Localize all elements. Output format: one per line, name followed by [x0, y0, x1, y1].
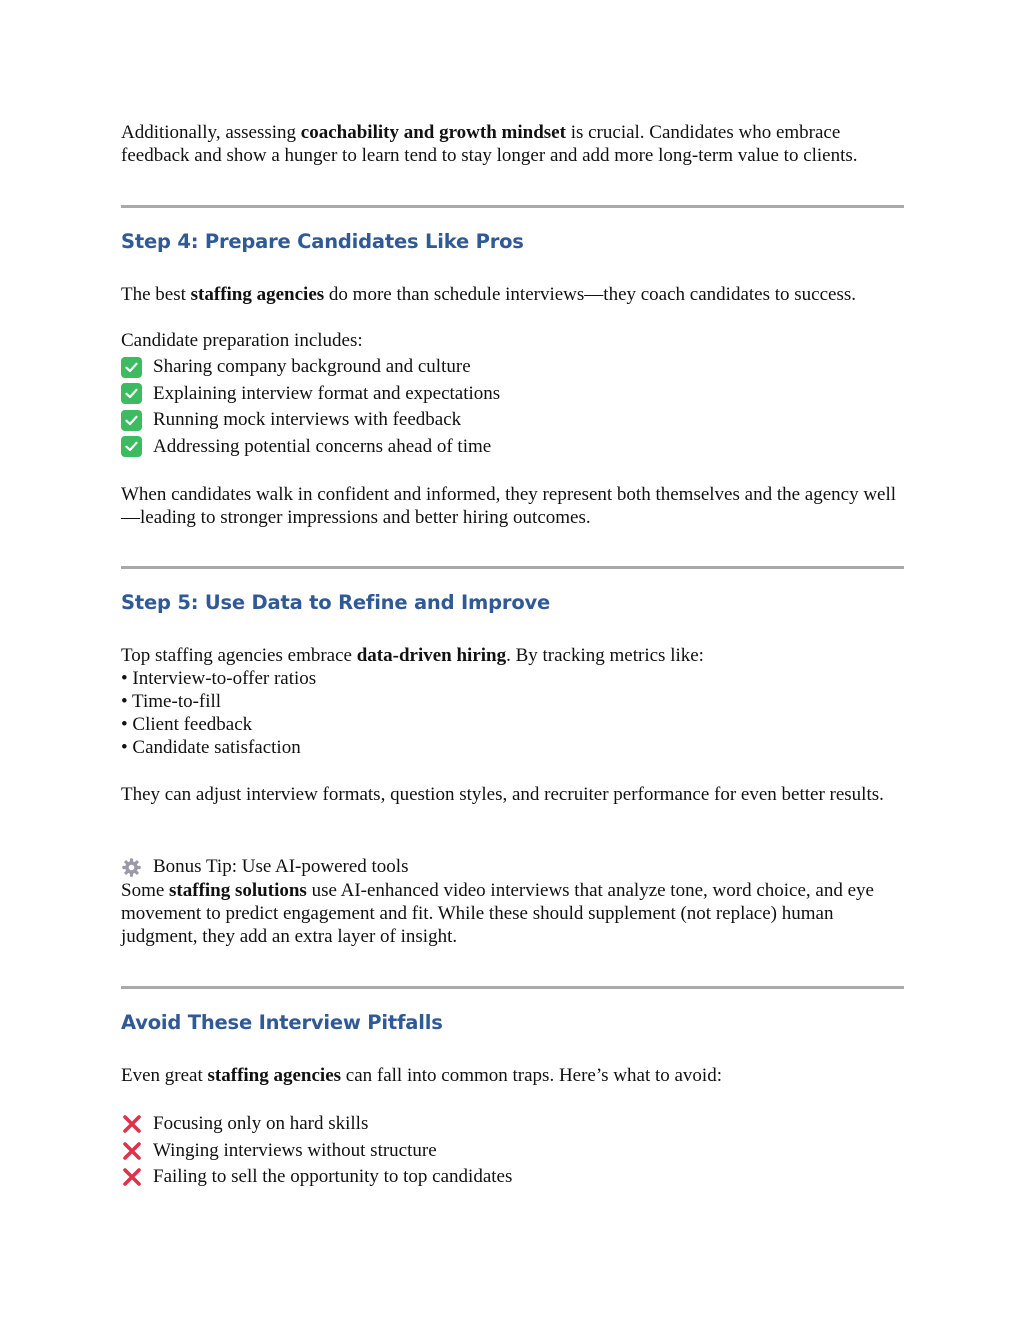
list-item: Sharing company background and culture	[121, 354, 904, 381]
step5-closing-paragraph: They can adjust interview formats, question styles, and recruiter performance for even better results.	[121, 784, 884, 805]
metrics-list	[121, 667, 904, 759]
list-item: • Candidate satisfaction	[121, 737, 301, 758]
step4-heading: Step 4: Prepare Candidates Like Pros	[121, 230, 524, 253]
gear-icon	[121, 857, 142, 878]
step5-heading: Step 5: Use Data to Refine and Improve	[121, 591, 551, 614]
step4-closing-paragraph: When candidates walk in confident and informed, they represent both themselves and the agency well—leading to stronger impressions and better hiring outcomes.	[121, 484, 897, 528]
list-item: Focusing only on hard skills	[121, 1111, 904, 1138]
list-item: Addressing potential concerns ahead of time	[121, 434, 904, 461]
cross-mark-icon	[121, 1167, 142, 1188]
cross-mark-icon	[121, 1114, 142, 1135]
list-item: Failing to sell the opportunity to top candidates	[121, 1164, 904, 1191]
list-item: • Time-to-fill	[121, 691, 222, 712]
list-item: • Client feedback	[121, 714, 253, 735]
section-divider	[121, 566, 904, 569]
step4-list-intro: Candidate preparation includes:	[121, 330, 363, 351]
list-item: Explaining interview format and expectations	[121, 381, 904, 408]
pitfalls-intro-paragraph: Even great staffing agencies can fall into common traps. Here’s what to avoid:	[121, 1065, 722, 1086]
bonus-tip-paragraph: Some staffing solutions use AI-enhanced video interviews that analyze tone, word choice, and eye movement to predict engagement and fit. While these should supplement (not replace) human judgment, they add an extra layer of insight.	[121, 880, 874, 947]
intro-bold: coachability and growth mindset	[300, 122, 566, 143]
intro-paragraph: Additionally, assessing coachability and growth mindset is crucial. Candidates who embrace feedback and show a hunger to learn tend to stay longer and add more long-term value to clients.	[121, 122, 858, 166]
section-divider	[121, 986, 904, 989]
section-divider	[121, 205, 904, 208]
check-mark-icon	[121, 410, 142, 431]
pitfalls-heading: Avoid These Interview Pitfalls	[121, 1011, 443, 1034]
pitfalls-list	[121, 1111, 904, 1191]
cross-mark-icon	[121, 1140, 142, 1161]
step4-intro-paragraph: The best staffing agencies do more than schedule interviews—they coach candidates to success.	[121, 284, 856, 305]
check-mark-icon	[121, 436, 142, 457]
check-mark-icon	[121, 383, 142, 404]
step5-intro-paragraph: Top staffing agencies embrace data-driven hiring. By tracking metrics like:	[121, 645, 704, 666]
list-item: Winging interviews without structure	[121, 1138, 904, 1165]
bonus-tip-title: Bonus Tip: Use AI-powered tools	[121, 854, 904, 881]
list-item: • Interview-to-offer ratios	[121, 668, 317, 689]
list-item: Running mock interviews with feedback	[121, 407, 904, 434]
prep-checklist	[121, 354, 904, 460]
check-mark-icon	[121, 357, 142, 378]
